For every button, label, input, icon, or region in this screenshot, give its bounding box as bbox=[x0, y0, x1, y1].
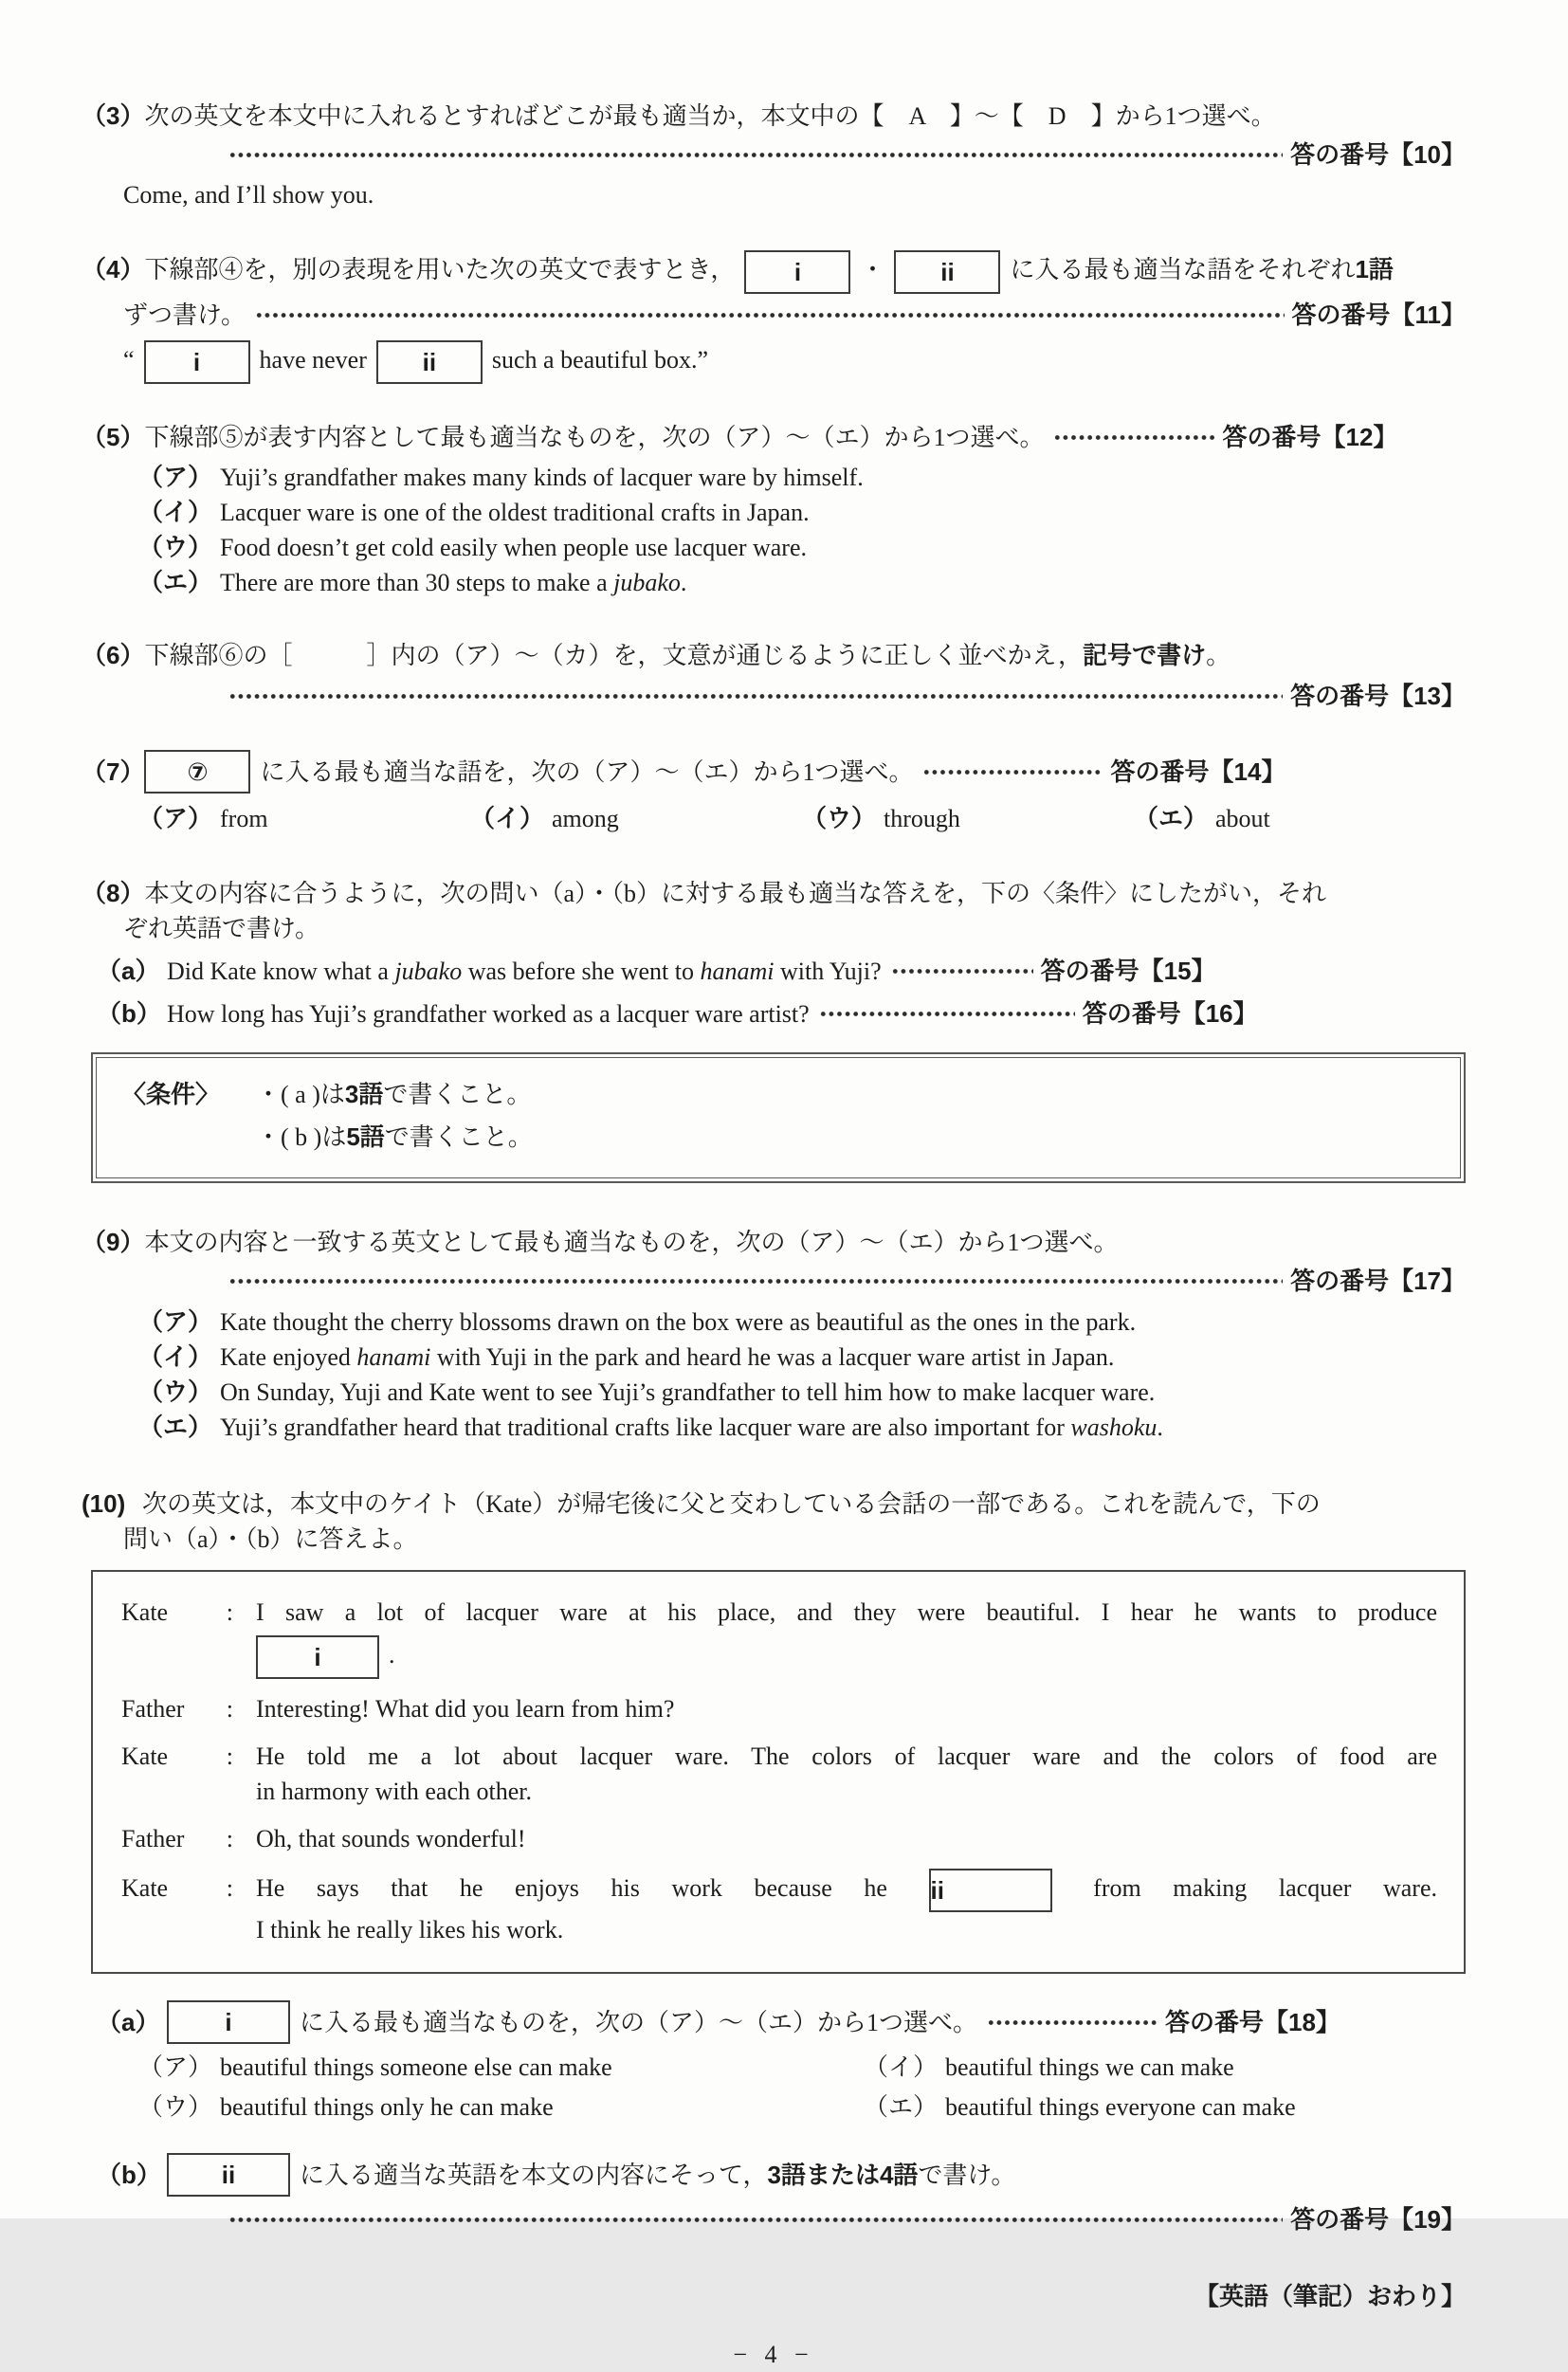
question-4-separator: ・ bbox=[860, 255, 885, 283]
dialogue-blank-line bbox=[256, 1635, 1437, 1679]
question-6-text-1: 下線部⑥の bbox=[144, 642, 268, 669]
question-10-number: (10) bbox=[82, 1489, 126, 1518]
question-8a-answer-number: 答の番号【15】 bbox=[1040, 957, 1216, 985]
option-text-part: Kate enjoyed bbox=[220, 1343, 357, 1371]
dialogue-line: in harmony with each other. bbox=[256, 1778, 532, 1805]
option-text-part: with Yuji in the park and heard he was a lacquer ware artist in Japan. bbox=[430, 1343, 1115, 1371]
option-marker: （ア） bbox=[138, 2053, 213, 2081]
option-marker: （ウ） bbox=[138, 2093, 213, 2121]
text-part: was before she went to bbox=[462, 958, 701, 985]
question-3-number: （3） bbox=[82, 101, 145, 130]
question-7-answer-number: 答の番号【14】 bbox=[1110, 757, 1286, 786]
dialogue-text: Oh, that sounds wonderful! bbox=[256, 1825, 526, 1852]
question-5-number: （5） bbox=[82, 423, 145, 451]
option-marker: （ウ） bbox=[802, 804, 877, 832]
question-8b-answer-number: 答の番号【16】 bbox=[1082, 999, 1258, 1028]
dialogue-row-father-2 bbox=[121, 1821, 1437, 1856]
question-10a-option-a bbox=[138, 2050, 864, 2085]
question-4-answer-number: 答の番号【11】 bbox=[1291, 301, 1466, 329]
question-10-text-1: 次の英文は，本文中のケイト（Kate）が帰宅後に父と交わしている会話の一部である。これを読んで，下の bbox=[142, 1490, 1321, 1518]
dialogue-line: He told me a lot about lacquer ware. The colors of lacquer ware and the colors of food are bbox=[256, 1743, 1437, 1770]
question-4-sentence-end: such a beautiful box.” bbox=[491, 345, 709, 374]
option-marker: （エ） bbox=[1134, 804, 1209, 832]
condition-line-1 bbox=[256, 1077, 1431, 1112]
dialogue-line: I saw a lot of lacquer ware at his place, and they were beautiful. I hear he wants to produce bbox=[256, 1598, 1437, 1626]
question-3-sentence: Come, and I’ll show you. bbox=[123, 181, 374, 209]
condition-line-2 bbox=[256, 1120, 1431, 1155]
text-part: ・( a )は bbox=[256, 1081, 345, 1108]
english-written-end-note: 【英語（筆記）おわり】 bbox=[1194, 2282, 1466, 2310]
question-8-text-1: 本文の内容に合うように，次の問い（a）・（b）に対する最も適当な答えを，下の〈条件〉にしたがい，それ bbox=[144, 880, 1327, 907]
subquestion-b-blank-box: ii bbox=[167, 2153, 290, 2197]
option-marker: （ウ） bbox=[138, 1378, 213, 1406]
option-marker: （ウ） bbox=[138, 533, 213, 561]
question-8-subquestion-b bbox=[97, 996, 1466, 1031]
option-marker: （イ） bbox=[138, 1342, 213, 1371]
question-7-option-u bbox=[802, 801, 1134, 836]
question-6-text-3: 。 bbox=[1206, 642, 1231, 669]
question-6-answer-number: 答の番号【13】 bbox=[1290, 682, 1466, 710]
question-3-answer-number: 答の番号【10】 bbox=[1290, 140, 1466, 169]
speaker-colon: : bbox=[226, 1743, 233, 1770]
question-4 bbox=[82, 250, 1466, 384]
question-3 bbox=[82, 99, 1466, 212]
question-7-option-a bbox=[138, 801, 470, 836]
question-6 bbox=[82, 638, 1466, 714]
numbered-blank-box-7: ⑦ bbox=[144, 750, 250, 794]
question-5-option-e bbox=[138, 565, 1466, 600]
dotted-leader bbox=[255, 311, 1285, 319]
option-marker: （イ） bbox=[864, 2053, 939, 2081]
dotted-leader bbox=[228, 151, 1283, 159]
speaker-colon: : bbox=[226, 1695, 233, 1723]
question-4-text-2: に入る最も適当な語をそれぞれ bbox=[1010, 255, 1356, 283]
option-text bbox=[220, 565, 686, 600]
option-marker: （ア） bbox=[138, 463, 213, 491]
speaker-name: Father bbox=[121, 1825, 185, 1852]
subquestion-text bbox=[167, 954, 882, 989]
speaker bbox=[121, 1595, 233, 1630]
option-text: beautiful things someone else can make bbox=[220, 2053, 612, 2081]
dotted-leader bbox=[1053, 433, 1214, 442]
question-7-options bbox=[138, 801, 1466, 836]
text-part: ・( b )は bbox=[256, 1123, 347, 1151]
question-6-text bbox=[144, 638, 1466, 673]
question-10-subquestion-a bbox=[97, 2000, 1466, 2044]
option-text: beautiful things everyone can make bbox=[945, 2093, 1296, 2121]
italic-term: hanami bbox=[700, 958, 775, 985]
dotted-leader bbox=[891, 967, 1033, 976]
option-text: Kate thought the cherry blossoms drawn on the box were as beautiful as the ones in the park. bbox=[220, 1308, 1137, 1336]
question-10a-option-e bbox=[864, 2089, 1466, 2125]
text-part: He says that he enjoys his work because he bbox=[256, 1873, 887, 1902]
speaker-name: Kate bbox=[121, 1873, 169, 1902]
option-marker: （エ） bbox=[138, 568, 213, 596]
speaker bbox=[121, 1739, 233, 1774]
option-text: Lacquer ware is one of the oldest traditional crafts in Japan. bbox=[220, 499, 810, 526]
conditions-lines bbox=[243, 1077, 1431, 1155]
question-5-answer-number: 答の番号【12】 bbox=[1222, 423, 1398, 451]
dialogue-row-kate-1 bbox=[121, 1595, 1437, 1679]
question-6-text-bold: 記号で書け bbox=[1083, 641, 1207, 669]
dialogue-line-with-blank bbox=[256, 1869, 1437, 1912]
subquestion-marker: （b） bbox=[97, 999, 161, 1028]
speaker-name: Kate bbox=[121, 1743, 169, 1770]
question-5-text: 下線部⑤が表す内容として最も適当なものを，次の（ア）～（エ）から1つ選べ。 bbox=[144, 424, 1045, 451]
italic-term: jubako bbox=[394, 958, 463, 985]
question-6-text-2: 内の（ア）～（カ）を，文意が通じるように正しく並べかえ， bbox=[391, 642, 1084, 669]
question-8-text-2: ぞれ英語で書け。 bbox=[123, 915, 319, 942]
question-7-text: に入る最も適当な語を，次の（ア）～（エ）から1つ選べ。 bbox=[260, 757, 914, 786]
answer-blank-box-i: i bbox=[744, 250, 850, 294]
dialogue-text: Interesting! What did you learn from him? bbox=[256, 1695, 675, 1723]
option-text bbox=[220, 1340, 1114, 1375]
italic-term: washoku bbox=[1070, 1414, 1158, 1441]
dialogue-blank-box-i: i bbox=[256, 1635, 379, 1679]
open-quote: “ bbox=[123, 345, 135, 374]
option-text-part: Yuji’s grandfather heard that traditional crafts like lacquer ware are also important for bbox=[220, 1414, 1071, 1441]
option-text: through bbox=[884, 805, 960, 832]
page-number: − 4 − bbox=[733, 2341, 814, 2368]
dialogue-text bbox=[256, 1739, 1437, 1809]
subquestion-marker: （a） bbox=[97, 957, 160, 985]
dotted-leader bbox=[228, 1277, 1283, 1286]
dialogue-line: I think he really likes his work. bbox=[256, 1916, 564, 1943]
subquestion-a-blank-box: i bbox=[167, 2000, 290, 2044]
speaker-name: Kate bbox=[121, 1598, 169, 1626]
question-8-number: （8） bbox=[82, 879, 145, 907]
question-5-option-u bbox=[138, 530, 1466, 565]
dialogue-row-kate-2 bbox=[121, 1739, 1437, 1809]
option-marker: （エ） bbox=[138, 1413, 213, 1441]
option-marker: （イ） bbox=[470, 804, 545, 832]
dotted-leader bbox=[922, 768, 1103, 776]
text-part: に入る適当な英語を本文の内容にそって， bbox=[300, 2161, 768, 2189]
speaker-colon: : bbox=[226, 1873, 233, 1902]
option-text bbox=[220, 1410, 1163, 1445]
question-10b-answer-number: 答の番号【19】 bbox=[1290, 2205, 1466, 2234]
dotted-leader bbox=[819, 1010, 1075, 1018]
text-part: from making lacquer ware. bbox=[1093, 1873, 1438, 1902]
question-4-text-bold: 1語 bbox=[1355, 254, 1394, 283]
option-text: beautiful things only he can make bbox=[220, 2093, 554, 2121]
question-5 bbox=[82, 420, 1466, 600]
bold-word-count: 3語または4語 bbox=[767, 2160, 919, 2189]
question-9-option-i bbox=[138, 1340, 1466, 1375]
question-9-answer-number: 答の番号【17】 bbox=[1290, 1267, 1466, 1295]
speaker-name: Father bbox=[121, 1695, 185, 1723]
bold-word-count: 3語 bbox=[344, 1080, 384, 1108]
subquestion-marker: （a） bbox=[97, 2007, 160, 2036]
question-10a-options bbox=[138, 2050, 1466, 2125]
question-4-text-1: 下線部④を，別の表現を用いた次の英文で表すとき， bbox=[144, 255, 736, 283]
subquestion-text: How long has Yuji’s grandfather worked as a lacquer ware artist? bbox=[167, 1000, 810, 1028]
question-9-text: 本文の内容と一致する英文として最も適当なものを，次の（ア）～（エ）から1つ選べ。 bbox=[144, 1229, 1119, 1256]
bracket-blank: ［ ］ bbox=[267, 642, 392, 669]
dialogue-row-kate-3 bbox=[121, 1869, 1437, 1947]
question-10a-option-i bbox=[864, 2050, 1466, 2085]
question-6-number: （6） bbox=[82, 641, 145, 669]
dotted-leader bbox=[987, 2018, 1158, 2027]
question-9-option-e bbox=[138, 1410, 1466, 1445]
option-text: from bbox=[220, 805, 268, 832]
option-text: Yuji’s grandfather makes many kinds of lacquer ware by himself. bbox=[220, 464, 864, 491]
option-marker: （ア） bbox=[138, 804, 213, 832]
dotted-leader bbox=[228, 2216, 1283, 2224]
question-7 bbox=[82, 750, 1466, 836]
option-text-part: . bbox=[680, 569, 687, 596]
text-part: . bbox=[389, 1640, 395, 1669]
italic-term: hanami bbox=[356, 1343, 431, 1371]
dialogue-box bbox=[91, 1570, 1466, 1974]
question-9-number: （9） bbox=[82, 1228, 145, 1256]
option-text-part: . bbox=[1157, 1414, 1163, 1441]
subquestion-text: に入る最も適当なものを，次の（ア）～（エ）から1つ選べ。 bbox=[300, 2008, 978, 2036]
question-7-line bbox=[144, 750, 1466, 794]
option-marker: （ア） bbox=[138, 1307, 213, 1336]
question-10-subquestion-b bbox=[97, 2153, 1466, 2197]
question-4-sentence-mid: have never bbox=[259, 345, 367, 374]
question-8-subquestion-a bbox=[97, 954, 1466, 989]
question-9-option-u bbox=[138, 1375, 1466, 1410]
text-part: で書け。 bbox=[918, 2161, 1016, 2189]
speaker-colon: : bbox=[226, 1598, 233, 1626]
question-7-option-i bbox=[470, 801, 802, 836]
question-3-text: 次の英文を本文中に入れるとすればどこが最も適当か，本文中の【 A 】～【 D 】から1つ選べ。 bbox=[144, 102, 1276, 130]
question-4-number: （4） bbox=[82, 254, 145, 283]
question-10 bbox=[82, 1487, 1466, 2237]
subquestion-marker: （b） bbox=[97, 2160, 161, 2189]
question-5-line bbox=[144, 420, 1466, 455]
sentence-blank-box-i: i bbox=[144, 340, 250, 384]
option-text: Food doesn’t get cold easily when people use lacquer ware. bbox=[220, 534, 807, 561]
option-text: beautiful things we can make bbox=[945, 2053, 1234, 2081]
question-5-option-i bbox=[138, 495, 1466, 530]
speaker bbox=[121, 1821, 233, 1856]
text-part: with Yuji? bbox=[774, 958, 882, 985]
speaker bbox=[121, 1691, 233, 1726]
option-text: about bbox=[1215, 805, 1270, 832]
dialogue-blank-box-ii: ii bbox=[929, 1869, 1052, 1912]
italic-term: jubako bbox=[613, 569, 681, 596]
question-9 bbox=[82, 1225, 1466, 1445]
question-7-option-e bbox=[1134, 801, 1466, 836]
speaker bbox=[121, 1870, 233, 1906]
dotted-leader bbox=[228, 692, 1283, 701]
question-7-number: （7） bbox=[82, 757, 145, 786]
text-part: で書くこと。 bbox=[384, 1123, 533, 1151]
question-10a-answer-number: 答の番号【18】 bbox=[1165, 2007, 1340, 2036]
conditions-box bbox=[91, 1052, 1466, 1183]
dialogue-text bbox=[256, 1595, 1437, 1679]
question-10a-option-u bbox=[138, 2089, 864, 2125]
question-10-text-2: 問い（a）・（b）に答えよ。 bbox=[123, 1525, 418, 1553]
option-text-part: There are more than 30 steps to make a bbox=[220, 569, 614, 596]
conditions-label: 〈条件〉 bbox=[121, 1080, 221, 1108]
dialogue-text bbox=[256, 1869, 1437, 1947]
question-4-sentence bbox=[123, 340, 1466, 384]
conditions-box-inner bbox=[96, 1057, 1461, 1178]
subquestion-text bbox=[300, 2158, 1015, 2193]
option-text: On Sunday, Yuji and Kate went to see Yuji’s grandfather to tell him how to make lacquer ware. bbox=[220, 1378, 1156, 1406]
option-marker: （イ） bbox=[138, 498, 213, 526]
option-text: among bbox=[552, 805, 619, 832]
question-8 bbox=[82, 876, 1466, 1183]
bold-word-count: 5語 bbox=[346, 1122, 385, 1151]
speaker-colon: : bbox=[226, 1825, 233, 1852]
question-4-text bbox=[144, 250, 1466, 294]
dialogue-row-father-1 bbox=[121, 1691, 1437, 1726]
sentence-blank-box-ii: ii bbox=[376, 340, 483, 384]
question-9-option-a bbox=[138, 1305, 1466, 1340]
question-5-option-a bbox=[138, 460, 1466, 495]
text-part: Did Kate know what a bbox=[167, 958, 395, 985]
text-part: で書くこと。 bbox=[383, 1081, 532, 1108]
answer-blank-box-ii: ii bbox=[894, 250, 1000, 294]
question-4-text-3: ずつ書け。 bbox=[123, 301, 246, 329]
option-marker: （エ） bbox=[864, 2093, 939, 2121]
